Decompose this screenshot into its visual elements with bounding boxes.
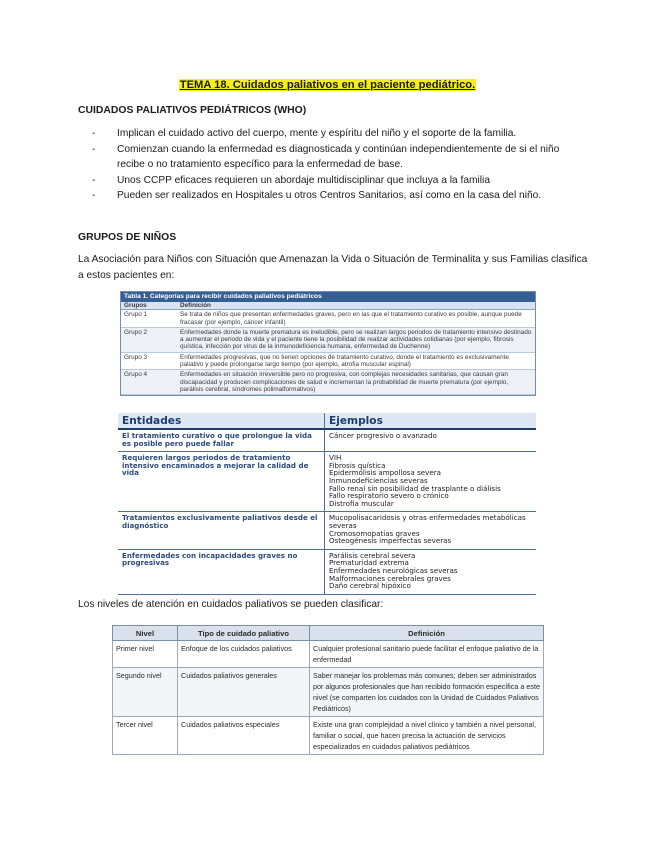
table-row: Requieren largos periodos de tratamiento intensivo encaminados a mejorar la calidad de vida VIH Fibrosis quística Epidermólisis ampollosa severa Inmunodeficiencias severas Fallo renal sin posibilidad de trasplante o diálisis Fallo respiratorio severo o crónico Distrofia muscular (118, 452, 536, 512)
table-row: Grupo 3 Enfermedades progresivas, que no tienen opciones de tratamiento curativo, donde el tratamiento es exclusivamente paliativo y puede prolongarse largo tiempo (por ejemplo, atrofia muscular espinal) (121, 352, 535, 370)
column-header: Definición (177, 302, 535, 310)
page-title: TEMA 18. Cuidados paliativos en el paciente pediátrico. (179, 79, 476, 91)
section-heading-grupos: GRUPOS DE NIÑOS (78, 232, 177, 243)
ccpp-bullet-list (92, 126, 582, 204)
list-item: - Unos CCPP eficaces requieren un abordaje multidisciplinar que incluya a la familia (92, 174, 490, 186)
column-header: Definición (310, 626, 544, 641)
column-header: Nivel (113, 626, 178, 641)
table-row: Tercer nivel Cuidados paliativos especiales Existe una gran complejidad a nivel clínico y también a nivel personal, familiar o social, que hacen precisa la actuación de servicios especializados en cuidados paliativos pediátricos (113, 717, 544, 755)
table-niveles-atencion (112, 625, 544, 755)
table-categorias (120, 291, 536, 396)
list-item: - Pueden ser realizados en Hospitales u otros Centros Sanitarios, así como en la casa del niño. (92, 190, 542, 202)
section-heading-ccpp: CUIDADOS PALIATIVOS PEDIÁTRICOS (WHO) (78, 105, 307, 116)
table-row: Grupo 2 Enfermedades donde la muerte prematura es ineludible, pero se realizan largos periodos de tratamiento intensivo destinado a aumentar el periodo de vida y el paciente tiene la posibilidad de realizar actividades cotidianas (por ejemplo, fibrosis quística, infección por virus de la inmunodeficiencia humana, enfermedad de Duchenne) (121, 327, 535, 352)
column-header: Tipo de cuidado paliativo (178, 626, 310, 641)
table-row: Grupo 1 Se trata de niños que presentan enfermedades graves, pero en las que el tratamiento curativo es posible, aunque puede fracasar (por ejemplo, cáncer infantil) (121, 310, 535, 328)
table-caption: Tabla 1. Categorías para recibir cuidados paliativos pediátricos (121, 292, 535, 302)
list-item: - Comienzan cuando la enfermedad es diagnosticada y continúan independientemente de si el niño recibe o no tratamiento específico para la enfermedad de base. (92, 143, 560, 171)
table-row: El tratamiento curativo o que prolongue la vida es posible pero puede fallar Cáncer progresivo o avanzado (118, 429, 536, 452)
niveles-intro: Los niveles de atención en cuidados paliativos se pueden clasificar: (78, 599, 384, 610)
column-header: Ejemplos (325, 413, 537, 429)
column-header: Grupos (121, 302, 177, 310)
table-row: Tratamientos exclusivamente paliativos desde el diagnóstico Mucopolisacaridosis y otras enfermedades metabólicas severas Cromosomopatías graves Osteogénesis imperfectas severas (118, 512, 536, 549)
table-entidades-ejemplos (118, 413, 536, 595)
column-header: Entidades (118, 413, 325, 429)
table-row: Enfermedades con incapacidades graves no progresivas Parálisis cerebral severa Prematuridad extrema Enfermedades neurológicas severas Malformaciones cerebrales graves Daño cerebral hipóxico (118, 549, 536, 594)
table-row: Grupo 4 Enfermedades en situación irreversible pero no progresiva, con complejas necesidades sanitarias, que causan gran discapacidad y producen complicaciones de salud e incrementan la probabilidad de muerte prematura (por ejemplo, parálisis cerebral, síndromes polimalformativos) (121, 370, 535, 395)
table-row: Primer nivel Enfoque de los cuidados paliativos Cualquier profesional sanitario puede facilitar el enfoque paliativo de la enfermedad (113, 641, 544, 668)
table-row: Segundo nivel Cuidados paliativos generales Saber manejar los problemas más comunes; deben ser administrados por algunos profesionales que han recibido formación específica a este nivel (se comparten los cuidados con la Unidad de Cuidados Paliativos Pediátricos) (113, 668, 544, 717)
list-item: - Implican el cuidado activo del cuerpo, mente y espíritu del niño y el soporte de la familia. (92, 128, 517, 139)
grupos-intro: La Asociación para Niños con Situación que Amenazan la Vida o Situación de Terminalita y sus Familias clasifica a estos pacientes en: (78, 254, 588, 281)
